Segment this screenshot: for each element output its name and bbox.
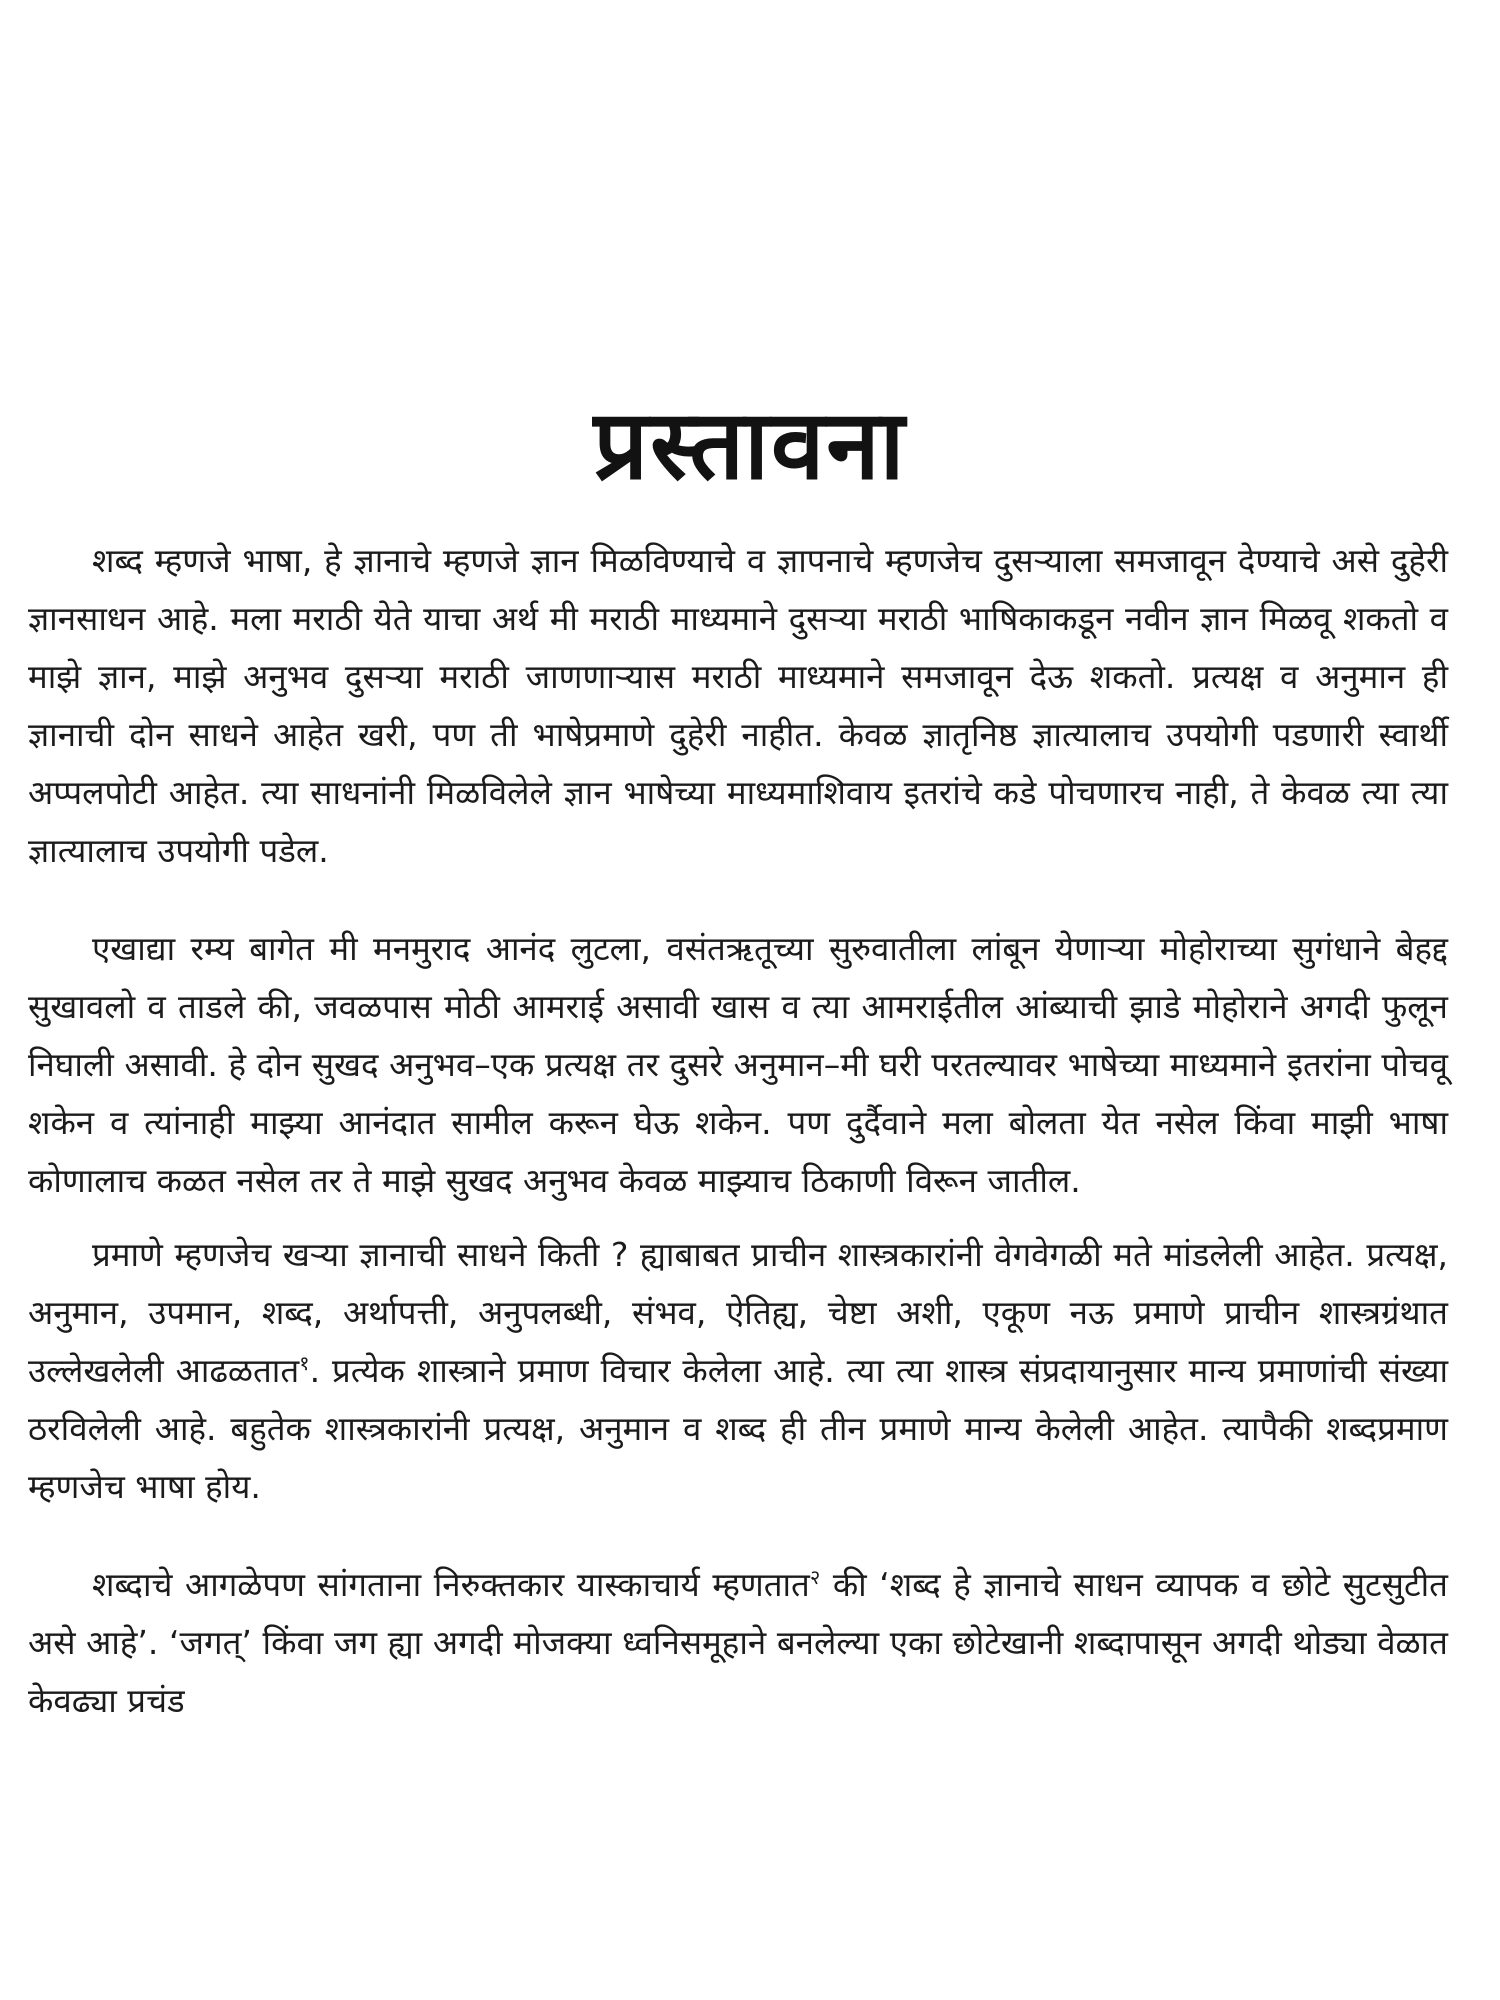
paragraph-3-text: प्रमाणे म्हणजेच खऱ्या ज्ञानाची साधने किती ? ह्याबाबत प्राचीन शास्त्रकारांनी वेगवेगळी मते मांडलेली आहेत. प्रत्यक्ष, अनुमान, उपमान, शब्द, अर्थापत्ती, अनुपलब्धी, संभव, ऐतिह्य, चेष्टा अशी, एकूण नऊ प्रमाणे प्राचीन शास्त्रग्रंथात उल्लेखलेली आढळतात	[28, 1235, 1448, 1390]
paragraph-1	[28, 532, 1448, 880]
paragraph-3	[28, 1226, 1448, 1516]
body-text	[28, 532, 1448, 1730]
paragraph-3-text-after: . प्रत्येक शास्त्राने प्रमाण विचार केलेला आहे. त्या त्या शास्त्र संप्रदायानुसार मान्य प्रमाणांची संख्या ठरविलेली आहे. बहुतेक शास्त्रकारांनी प्रत्यक्ष, अनुमान व शब्द ही तीन प्रमाणे मान्य केलेली आहेत. त्यापैकी शब्दप्रमाण म्हणजेच भाषा होय.	[28, 1351, 1449, 1506]
footnote-marker-2: २	[809, 1565, 821, 1589]
paragraph-2-text: एखाद्या रम्य बागेत मी मनमुराद आनंद लुटला, वसंतऋतूच्या सुरुवातीला लांबून येणाऱ्या मोहोराच्या सुगंधाने बेहद्द सुखावलो व ताडले की, जवळपास मोठी आमराई असावी खास व त्या आमराईतील आंब्याची झाडे मोहोराने अगदी फुलून निघाली असावी. हे दोन सुखद अनुभव–एक प्रत्यक्ष तर दुसरे अनुमान–मी घरी परतल्यावर भाषेच्या माध्यमाने इतरांना पोचवू शकेन व त्यांनाही माझ्या आनंदात सामील करून घेऊ शकेन. पण दुर्दैवाने मला बोलता येत नसेल किंवा माझी भाषा कोणालाच कळत नसेल तर ते माझे सुखद अनुभव केवळ माझ्याच ठिकाणी विरून जातील.	[28, 929, 1448, 1200]
paragraph-4	[28, 1556, 1448, 1730]
paragraph-4-text-after: की ‘शब्द हे ज्ञानाचे साधन व्यापक व छोटे सुटसुटीत असे आहे’. ‘जगत्’ किंवा जग ह्या अगदी मोजक्या ध्वनिसमूहाने बनलेल्या एका छोटेखानी शब्दापासून अगदी थोड्या वेळात केवढ्या प्रचंड	[28, 1565, 1448, 1720]
paragraph-4-text: शब्दाचे आगळेपण सांगताना निरुक्तकार यास्काचार्य म्हणतात	[92, 1565, 810, 1604]
page-title: प्रस्तावना	[593, 389, 907, 501]
paragraph-2	[28, 920, 1448, 1210]
paragraph-1-text: शब्द म्हणजे भाषा, हे ज्ञानाचे म्हणजे ज्ञान मिळविण्याचे व ज्ञापनाचे म्हणजेच दुसऱ्याला समजावून देण्याचे असे दुहेरी ज्ञानसाधन आहे. मला मराठी येते याचा अर्थ मी मराठी माध्यमाने दुसऱ्या मराठी भाषिकाकडून नवीन ज्ञान मिळवू शकतो व माझे ज्ञान, माझे अनुभव दुसऱ्या मराठी जाणणाऱ्यास मराठी माध्यमाने समजावून देऊ शकतो. प्रत्यक्ष व अनुमान ही ज्ञानाची दोन साधने आहेत खरी, पण ती भाषेप्रमाणे दुहेरी नाहीत. केवळ ज्ञातृनिष्ठ ज्ञात्यालाच उपयोगी पडणारी स्वार्थी अप्पलपोटी आहेत. त्या साधनांनी मिळविलेले ज्ञान भाषेच्या माध्यमाशिवाय इतरांचे कडे पोचणारच नाही, ते केवळ त्या त्या ज्ञात्यालाच उपयोगी पडेल.	[28, 541, 1448, 870]
footnote-marker-1: १	[299, 1351, 310, 1375]
